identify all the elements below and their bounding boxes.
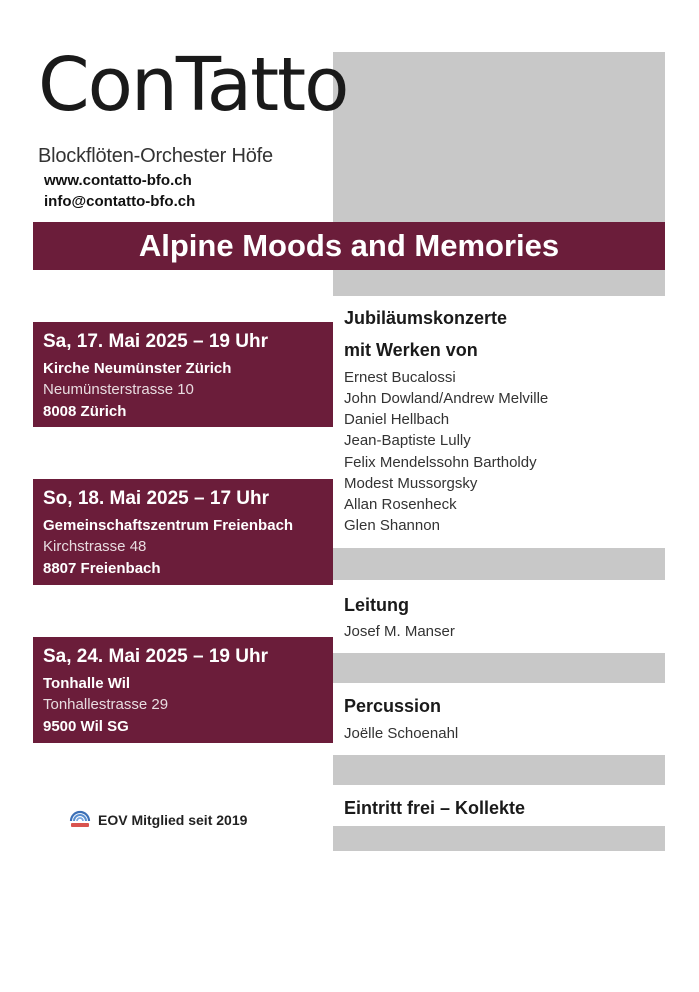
event-block-3	[33, 637, 333, 743]
event-venue: Gemeinschaftszentrum Freienbach	[43, 517, 294, 534]
event-city: 8807 Freienbach	[43, 560, 161, 577]
leitung-heading: Leitung	[344, 595, 409, 615]
percussion-name: Joëlle Schoenahl	[344, 725, 459, 742]
title-banner: Alpine Moods and Memories	[33, 222, 665, 270]
gray-strip-3	[333, 755, 665, 785]
program-heading: Jubiläumskonzerte	[344, 308, 508, 328]
admission-text: Eintritt frei – Kollekte	[344, 798, 526, 818]
logo-wordmark: ConTatto	[38, 42, 348, 128]
leitung-name: Josef M. Manser	[344, 623, 455, 640]
event-city: 8008 Zürich	[43, 403, 127, 420]
composer-item: Glen Shannon	[344, 517, 440, 534]
event-venue: Kirche Neumünster Zürich	[43, 360, 232, 377]
composer-item: Felix Mendelssohn Bartholdy	[344, 454, 537, 471]
event-venue: Tonhalle Wil	[43, 675, 131, 692]
event-city: 9500 Wil SG	[43, 718, 129, 735]
email-link[interactable]: info@contatto-bfo.ch	[44, 193, 196, 210]
composer-item: Allan Rosenheck	[344, 496, 457, 513]
gray-strip-4	[333, 826, 665, 851]
composer-item: Daniel Hellbach	[344, 411, 450, 428]
event-date: So, 18. Mai 2025 – 17 Uhr	[43, 488, 270, 509]
eov-membership	[68, 806, 247, 834]
event-street: Tonhallestrasse 29	[43, 696, 169, 713]
eov-text: EOV Mitglied seit 2019	[98, 812, 248, 828]
event-street: Neumünsterstrasse 10	[43, 381, 194, 398]
gray-strip-1	[333, 548, 665, 580]
event-street: Kirchstrasse 48	[43, 538, 147, 555]
event-date: Sa, 24. Mai 2025 – 19 Uhr	[43, 646, 268, 667]
website-link[interactable]: www.contatto-bfo.ch	[44, 172, 192, 189]
gray-strip-2	[333, 653, 665, 683]
composer-item: Modest Mussorgsky	[344, 475, 478, 492]
program-subheading: mit Werken von	[344, 340, 478, 360]
event-block-2	[33, 479, 333, 585]
percussion-heading: Percussion	[344, 696, 442, 716]
event-block-1	[33, 322, 333, 427]
event-date: Sa, 17. Mai 2025 – 19 Uhr	[43, 331, 268, 352]
composer-item: John Dowland/Andrew Melville	[344, 390, 549, 407]
eov-logo-icon	[68, 806, 92, 834]
composer-item: Ernest Bucalossi	[344, 369, 456, 386]
logo-subtitle: Blockflöten-Orchester Höfe	[38, 145, 273, 167]
composer-item: Jean-Baptiste Lully	[344, 432, 471, 449]
